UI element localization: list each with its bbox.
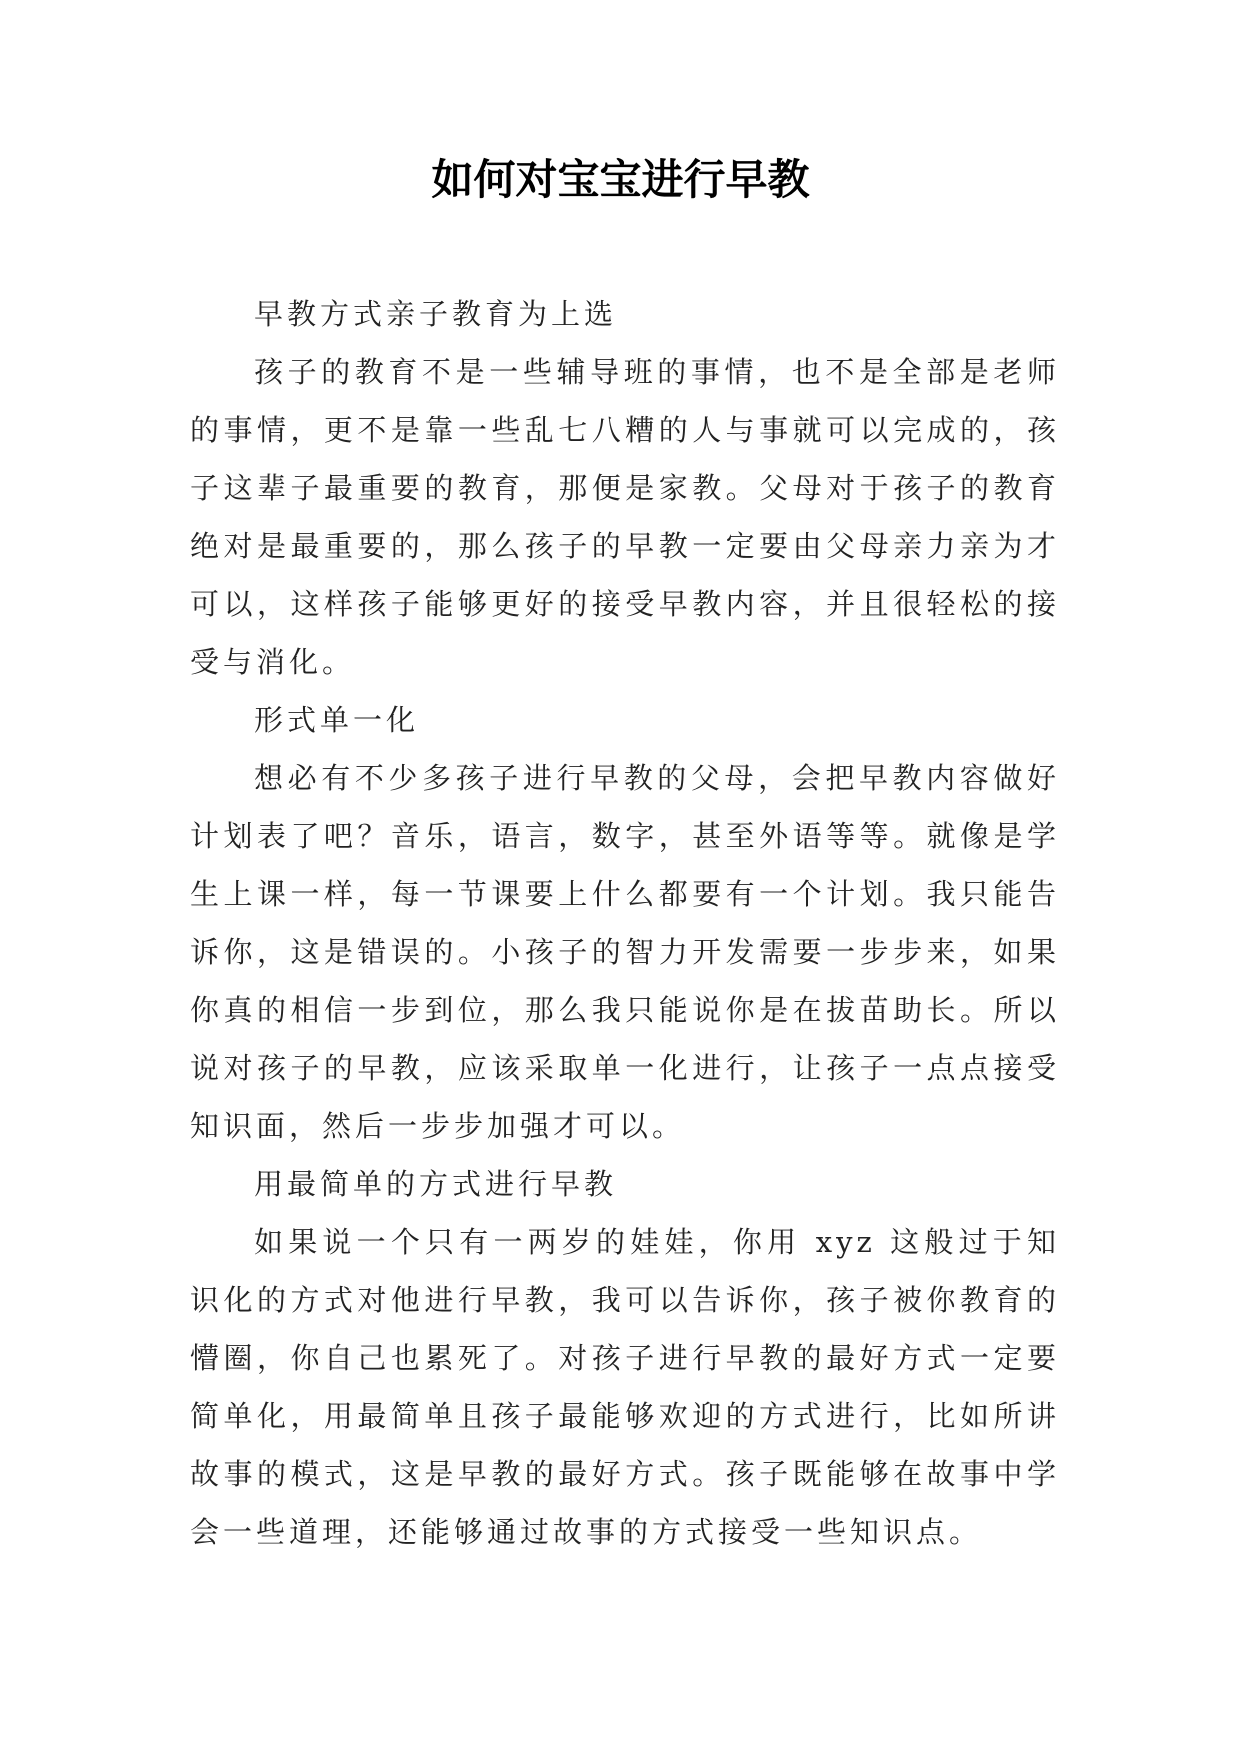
- document-body: [190, 285, 1060, 1561]
- paragraph-simplest-method: 如果说一个只有一两岁的娃娃，你用 xyz 这般过于知识化的方式对他进行早教，我可以告诉你，孩子被你教育的懵圈，你自己也累死了。对孩子进行早教的最好方式一定要简单化，用最简单且孩子最能够欢迎的方式进行，比如所讲故事的模式，这是早教的最好方式。孩子既能够在故事中学会一些道理，还能够通过故事的方式接受一些知识点。: [190, 1225, 1060, 1549]
- document-title: 如何对宝宝进行早教: [431, 155, 810, 204]
- section-heading-single-form: 形式单一化: [254, 703, 420, 737]
- section-heading-simplest-method: 用最简单的方式进行早教: [254, 1167, 618, 1201]
- paragraph-single-form: 想必有不少多孩子进行早教的父母，会把早教内容做好计划表了吧？音乐，语言，数字，甚至外语等等。就像是学生上课一样，每一节课要上什么都要有一个计划。我只能告诉你，这是错误的。小孩子的智力开发需要一步步来，如果你真的相信一步到位，那么我只能说你是在拔苗助长。所以说对孩子的早教，应该采取单一化进行，让孩子一点点接受知识面，然后一步步加强才可以。: [190, 761, 1060, 1143]
- paragraph-family-education: 孩子的教育不是一些辅导班的事情，也不是全部是老师的事情，更不是靠一些乱七八糟的人与事就可以完成的，孩子这辈子最重要的教育，那便是家教。父母对于孩子的教育绝对是最重要的，那么孩子的早教一定要由父母亲力亲为才可以，这样孩子能够更好的接受早教内容，并且很轻松的接受与消化。: [190, 355, 1060, 679]
- section-heading-parent-child-education: 早教方式亲子教育为上选: [254, 297, 618, 331]
